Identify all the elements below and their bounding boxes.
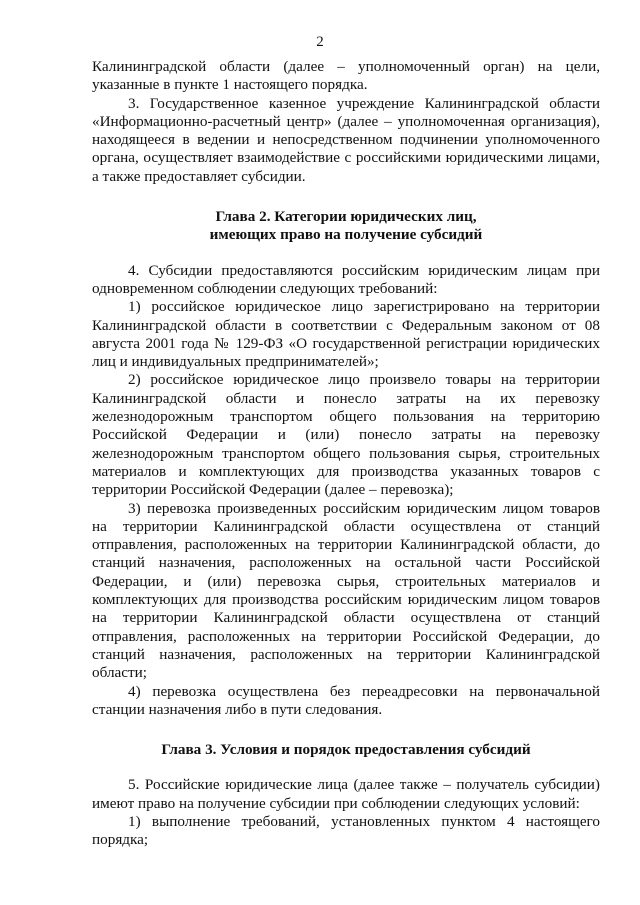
- paragraph-4: 4. Субсидии предоставляются российским юридическим лицам при одновременном соблюдении следующих требований:: [92, 261, 600, 297]
- document-body: [92, 58, 600, 850]
- paragraph-4-3: 3) перевозка произведенных российским юридическим лицом товаров на территории Калининградской области осуществлена от станций отправления, расположенных на территории Калининградской области, до станций назначения, расположенных на остальной части Российской Федерации, и (или) перевозка сырья, строительных материалов и комплектующих для производства российским юридическим лицом товаров на территории Калининградской области осуществлена от станций отправления, расположенных на территории Российской Федерации, до станций назначения, расположенных на территории Калининградской области;: [92, 499, 600, 682]
- paragraph-4-1: 1) российское юридическое лицо зарегистрировано на территории Калининградской области в соответствии с Федеральным законом от 08 августа 2001 года № 129-ФЗ «О государственной регистрации юридических лиц и индивидуальных предпринимателей»;: [92, 298, 600, 371]
- chapter-2-title-line-1: Глава 2. Категории юридических лиц,: [215, 208, 477, 226]
- page-number: 2: [316, 34, 324, 50]
- chapter-3-title: Глава 3. Условия и порядок предоставления субсидий: [161, 741, 531, 759]
- paragraph-5: 5. Российские юридические лица (далее также – получатель субсидии) имеют право на получение субсидии при соблюдении следующих условий:: [92, 776, 600, 812]
- paragraph-5-1: 1) выполнение требований, установленных пунктом 4 настоящего порядка;: [92, 812, 600, 849]
- paragraph-4-2: 2) российское юридическое лицо произвело товары на территории Калининградской области и понесло затраты на их перевозку железнодорожным транспортом общего пользования на территорию Российской Федерации и (или) понесло затраты на перевозку железнодорожным транспортом общего пользования сырья, строительных материалов и комплектующих для производства указанных товаров с территории Российской Федерации (далее – перевозка);: [92, 371, 600, 499]
- paragraph-3: 3. Государственное казенное учреждение Калининградской области «Информационно-расчетный центр» (далее – уполномоченная организация), находящееся в ведении и непосредственном подчинении уполномоченного органа, осуществляет взаимодействие с российскими юридическими лицами, а также предоставляет субсидии.: [92, 94, 600, 185]
- chapter-2-title-line-2: имеющих право на получение субсидий: [209, 226, 483, 244]
- paragraph-4-4: 4) перевозка осуществлена без переадресовки на первоначальной станции назначения либо в пути следования.: [92, 682, 600, 718]
- intro-continuation: Калининградской области (далее – уполномоченный орган) на цели, указанные в пункте 1 настоящего порядка.: [92, 58, 600, 94]
